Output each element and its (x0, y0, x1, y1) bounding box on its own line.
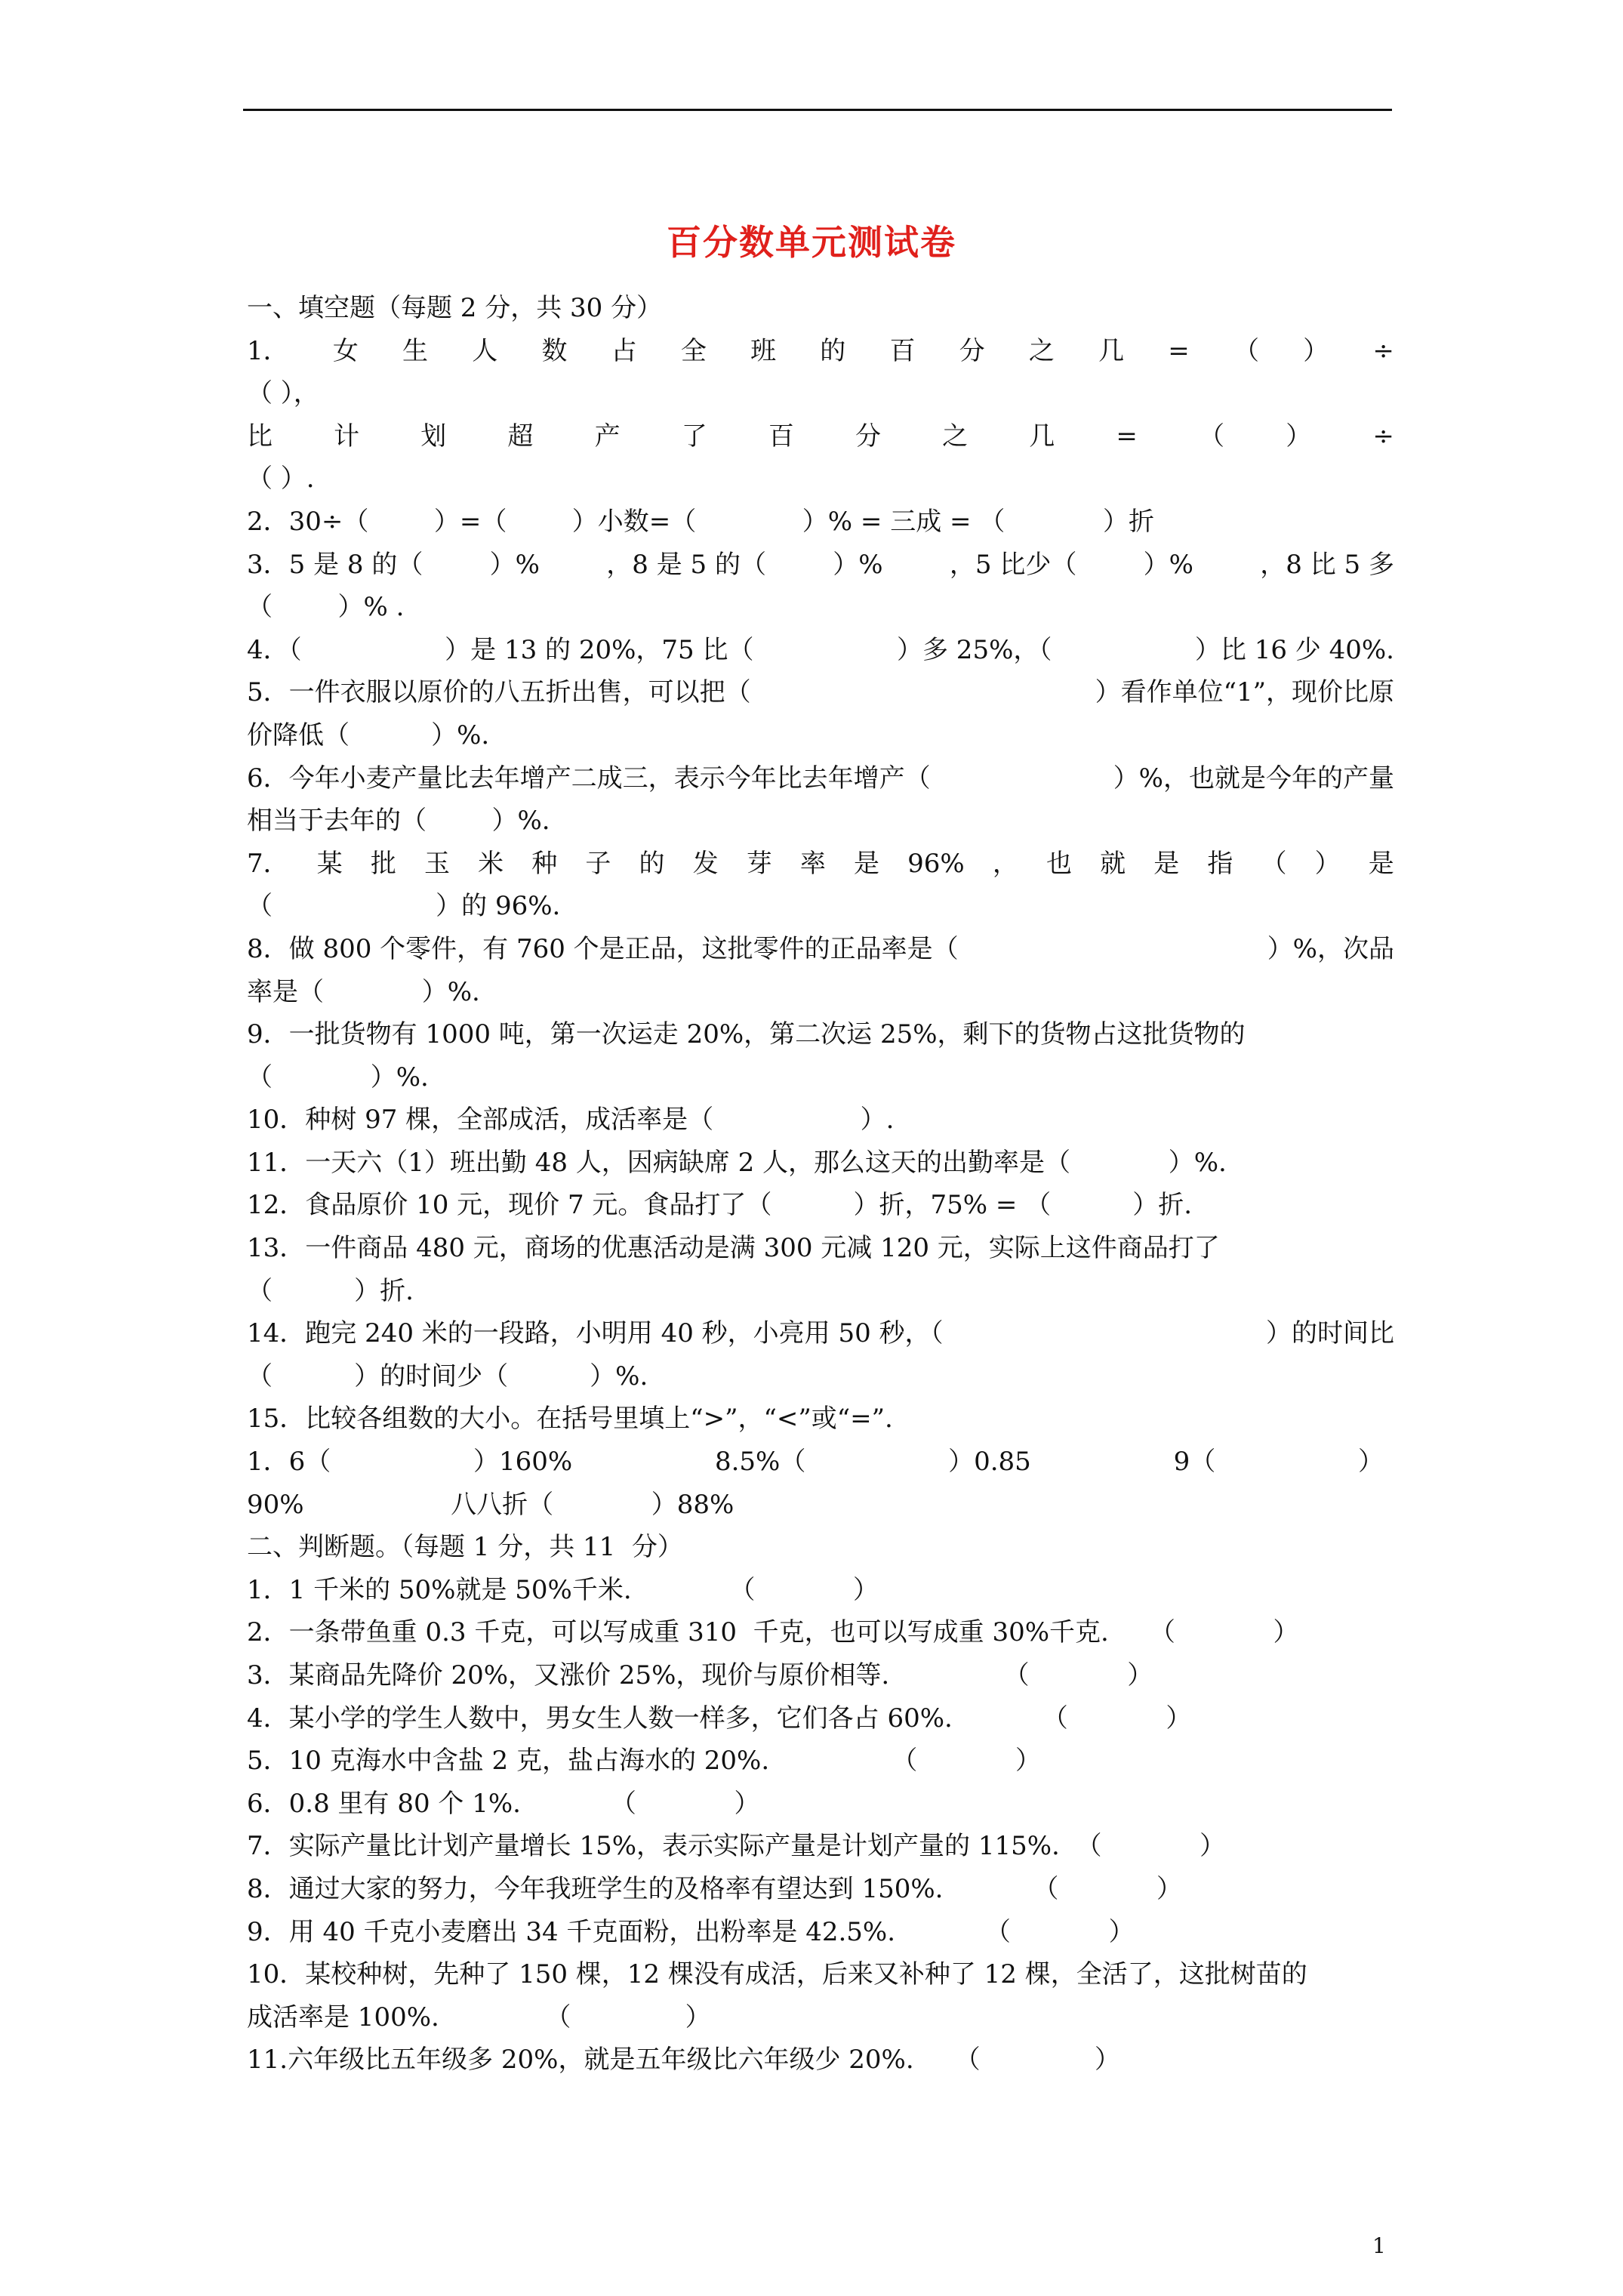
q13-line-a (247, 1227, 1394, 1270)
page-number: 1 (1372, 2233, 1386, 2258)
q3-line-b: （ ）% . (247, 592, 405, 623)
text-segment: ） (1286, 421, 1312, 451)
text-segment: ）多 25%，（ (897, 634, 1052, 665)
text-segment: 8．做 800 个零件，有 760 个是正品，这批零件的正品率是（ (247, 933, 959, 964)
text-segment: ）比 16 少 40%. (1194, 634, 1394, 665)
text-segment: ）的时间比 (1266, 1318, 1394, 1349)
text-segment: 9（ (1173, 1447, 1216, 1478)
text-segment: 超 (507, 421, 534, 451)
q2: 2．30÷（ ）=（ ）小数=（ ）% = 三成 = （ ）折 (247, 506, 1154, 537)
text-segment: 是 (1368, 848, 1394, 879)
judge-5: 5．10 克海水中含盐 2 克，盐占海水的 20%. （ ） (247, 1746, 1041, 1777)
text-segment: 计 (334, 421, 360, 451)
judge-10-line-a (247, 1953, 1394, 1996)
text-segment: ）0.85 (948, 1447, 1031, 1478)
q14-line-b: （ ）的时间少（ ）%. (247, 1361, 648, 1391)
text-segment: 数 (541, 335, 568, 366)
q15-line-a (247, 1441, 1394, 1484)
text-segment: ，5 比少（ (949, 549, 1077, 580)
judge-9: 9．用 40 千克小麦磨出 34 千克面粉，出粉率是 42.5%. （ ） (247, 1916, 1135, 1947)
text-segment: （ (1261, 848, 1287, 879)
q8-line-a (247, 928, 1394, 971)
text-segment: 了 (681, 421, 707, 451)
q10: 10．种树 97 棵，全部成活，成活率是（ ）. (247, 1105, 895, 1136)
text-segment: 的 (820, 335, 846, 366)
text-segment: ， (992, 848, 1018, 879)
q1-line-d: （ ）. (247, 464, 315, 495)
judge-8: 8．通过大家的努力，今年我班学生的及格率有望达到 150%. （ ） (247, 1873, 1183, 1904)
q15: 15．比较各组数的大小。在括号里填上“>”，“<”或“=”. (247, 1404, 893, 1435)
q5-line-a (247, 671, 1394, 714)
q5-line-b: 价降低（ ）%. (247, 720, 490, 750)
text-segment: 子 (585, 848, 611, 879)
text-segment: 分 (855, 421, 881, 451)
text-segment: ）% (833, 549, 883, 580)
q9-line-b: （ ）%. (247, 1062, 429, 1093)
text-segment: 5．一件衣服以原价的八五折出售，可以把（ (247, 677, 751, 708)
text-segment: ）%，次品 (1267, 933, 1394, 964)
text-segment: 百 (889, 335, 916, 366)
q14-line-a (247, 1312, 1394, 1355)
content (247, 287, 1394, 2082)
text-segment: ） (1303, 335, 1329, 366)
text-segment: = (1116, 421, 1138, 451)
text-segment: 全 (680, 335, 707, 366)
q7-line-a (247, 843, 1394, 886)
text-segment: 1．6（ (247, 1447, 331, 1478)
text-segment: ） (1357, 1447, 1384, 1478)
q12: 12．食品原价 10 元，现价 7 元。食品打了（ ）折，75% = （ ）折. (247, 1190, 1193, 1221)
section1-heading: 一、填空题（每题 2 分，共 30 分） (247, 293, 663, 323)
q6-line-b: 相当于去年的（ ）%. (247, 806, 550, 837)
text-segment: 划 (420, 421, 447, 451)
text-segment: = (1168, 335, 1190, 366)
q7-line-b: （ ）的 96%. (247, 891, 561, 922)
text-segment: 13．一件商品 480 元，商场的优惠活动是满 300 元减 120 元，实际上这件商品打了 (247, 1233, 1220, 1264)
text-segment: ，8 是 5 的（ (606, 549, 766, 580)
text-segment: 7． (247, 848, 289, 879)
q11: 11．一天六（1）班出勤 48 人，因病缺席 2 人，那么这天的出勤率是（ ）%. (247, 1147, 1227, 1178)
text-segment: 几 (1029, 421, 1055, 451)
text-segment: ，8 比 5 多 (1260, 549, 1394, 580)
judge-11: 11.六年级比五年级多 20%，就是五年级比六年级少 20%. （ ） (247, 2045, 1120, 2076)
text-segment: 1． (247, 335, 289, 366)
text-segment: 3．5 是 8 的（ (247, 549, 423, 580)
q4 (247, 629, 1394, 672)
text-segment: 率 (799, 848, 826, 879)
text-segment: 是 (1153, 848, 1180, 879)
text-segment: 芽 (746, 848, 772, 879)
text-segment: ） (1314, 848, 1341, 879)
text-segment: 米 (478, 848, 504, 879)
text-segment: 6．今年小麦产量比去年增产二成三，表示今年比去年增产（ (247, 763, 931, 794)
text-segment: 生 (402, 335, 429, 366)
text-segment: 4．（ (247, 634, 302, 665)
judge-1: 1．1 千米的 50%就是 50%千米. （ ） (247, 1574, 879, 1605)
text-segment: 是 (854, 848, 880, 879)
text-segment: ）% (1143, 549, 1193, 580)
q1-line-a (247, 330, 1394, 373)
text-segment: 百 (768, 421, 794, 451)
q3-line-a (247, 544, 1394, 587)
q6-line-a (247, 757, 1394, 800)
judge-7: 7．实际产量比计划产量增长 15%，表示实际产量是计划产量的 115%. （ ） (247, 1831, 1226, 1862)
q1-line-c (247, 415, 1394, 458)
text-segment: 指 (1207, 848, 1233, 879)
text-segment: 96% (907, 848, 965, 879)
text-segment: 比 (247, 421, 273, 451)
text-segment: 之 (1028, 335, 1055, 366)
text-segment: 之 (942, 421, 969, 451)
text-segment: 几 (1098, 335, 1125, 366)
judge-6: 6．0.8 里有 80 个 1%. （ ） (247, 1788, 760, 1819)
judge-2: 2．一条带鱼重 0.3 千克，可以写成重 310 千克，也可以写成重 30%千克. （ ） (247, 1617, 1299, 1648)
text-segment: 就 (1100, 848, 1126, 879)
page-title: 百分数单元测试卷 (667, 222, 956, 263)
text-segment: 占 (611, 335, 637, 366)
text-segment: 也 (1046, 848, 1072, 879)
text-segment: 9．一批货物有 1000 吨，第一次运走 20%，第二次运 25%，剩下的货物占这批货物的 (247, 1019, 1246, 1050)
text-segment: 发 (692, 848, 719, 879)
q8-line-b: 率是（ ）%. (247, 976, 480, 1007)
text-segment: ）160% (473, 1447, 573, 1478)
text-segment: 产 (594, 421, 621, 451)
q13-line-b: （ ）折. (247, 1275, 414, 1306)
text-segment: 女 (332, 335, 359, 366)
judge-4: 4．某小学的学生人数中，男女生人数一样多，它们各占 60%. （ ） (247, 1703, 1192, 1734)
text-segment: 14．跑完 240 米的一段路，小明用 40 秒，小亮用 50 秒，（ (247, 1318, 944, 1349)
judge-3: 3．某商品先降价 20%，又涨价 25%，现价与原价相等. （ ） (247, 1660, 1153, 1690)
text-segment: ÷ (1372, 335, 1394, 366)
text-segment: 人 (472, 335, 498, 366)
text-segment: 班 (750, 335, 777, 366)
q9-line-a (247, 1013, 1394, 1056)
text-segment: ）% (489, 549, 540, 580)
text-segment: 8.5%（ (714, 1447, 806, 1478)
text-segment: （ (1199, 421, 1225, 451)
text-segment: 玉 (424, 848, 451, 879)
header-rule (243, 109, 1392, 111)
judge-10-line-b: 成活率是 100%. （ ） (247, 2002, 711, 2032)
section2-heading: 二、判断题。（每题 1 分，共 11 分） (247, 1532, 683, 1563)
text-segment: 分 (959, 335, 985, 366)
text-segment: ÷ (1372, 421, 1394, 451)
text-segment: 批 (370, 848, 396, 879)
text-segment: 种 (531, 848, 558, 879)
q15-line-b: 90% 八八折（ ）88% (247, 1489, 735, 1520)
text-segment: ）是 13 的 20%，75 比（ (445, 634, 754, 665)
text-segment: 的 (639, 848, 665, 879)
text-segment: 10．某校种树，先种了 150 棵，12 棵没有成活，后来又补种了 12 棵，全活了，这批树苗的 (247, 1959, 1307, 1990)
text-segment: ）看作单位“1”，现价比原 (1095, 677, 1394, 708)
text-segment: 某 (316, 848, 343, 879)
text-segment: ）%，也就是今年的产量 (1113, 763, 1394, 794)
q1-line-b: （ ）， (247, 378, 319, 409)
text-segment: （ (1233, 335, 1259, 366)
